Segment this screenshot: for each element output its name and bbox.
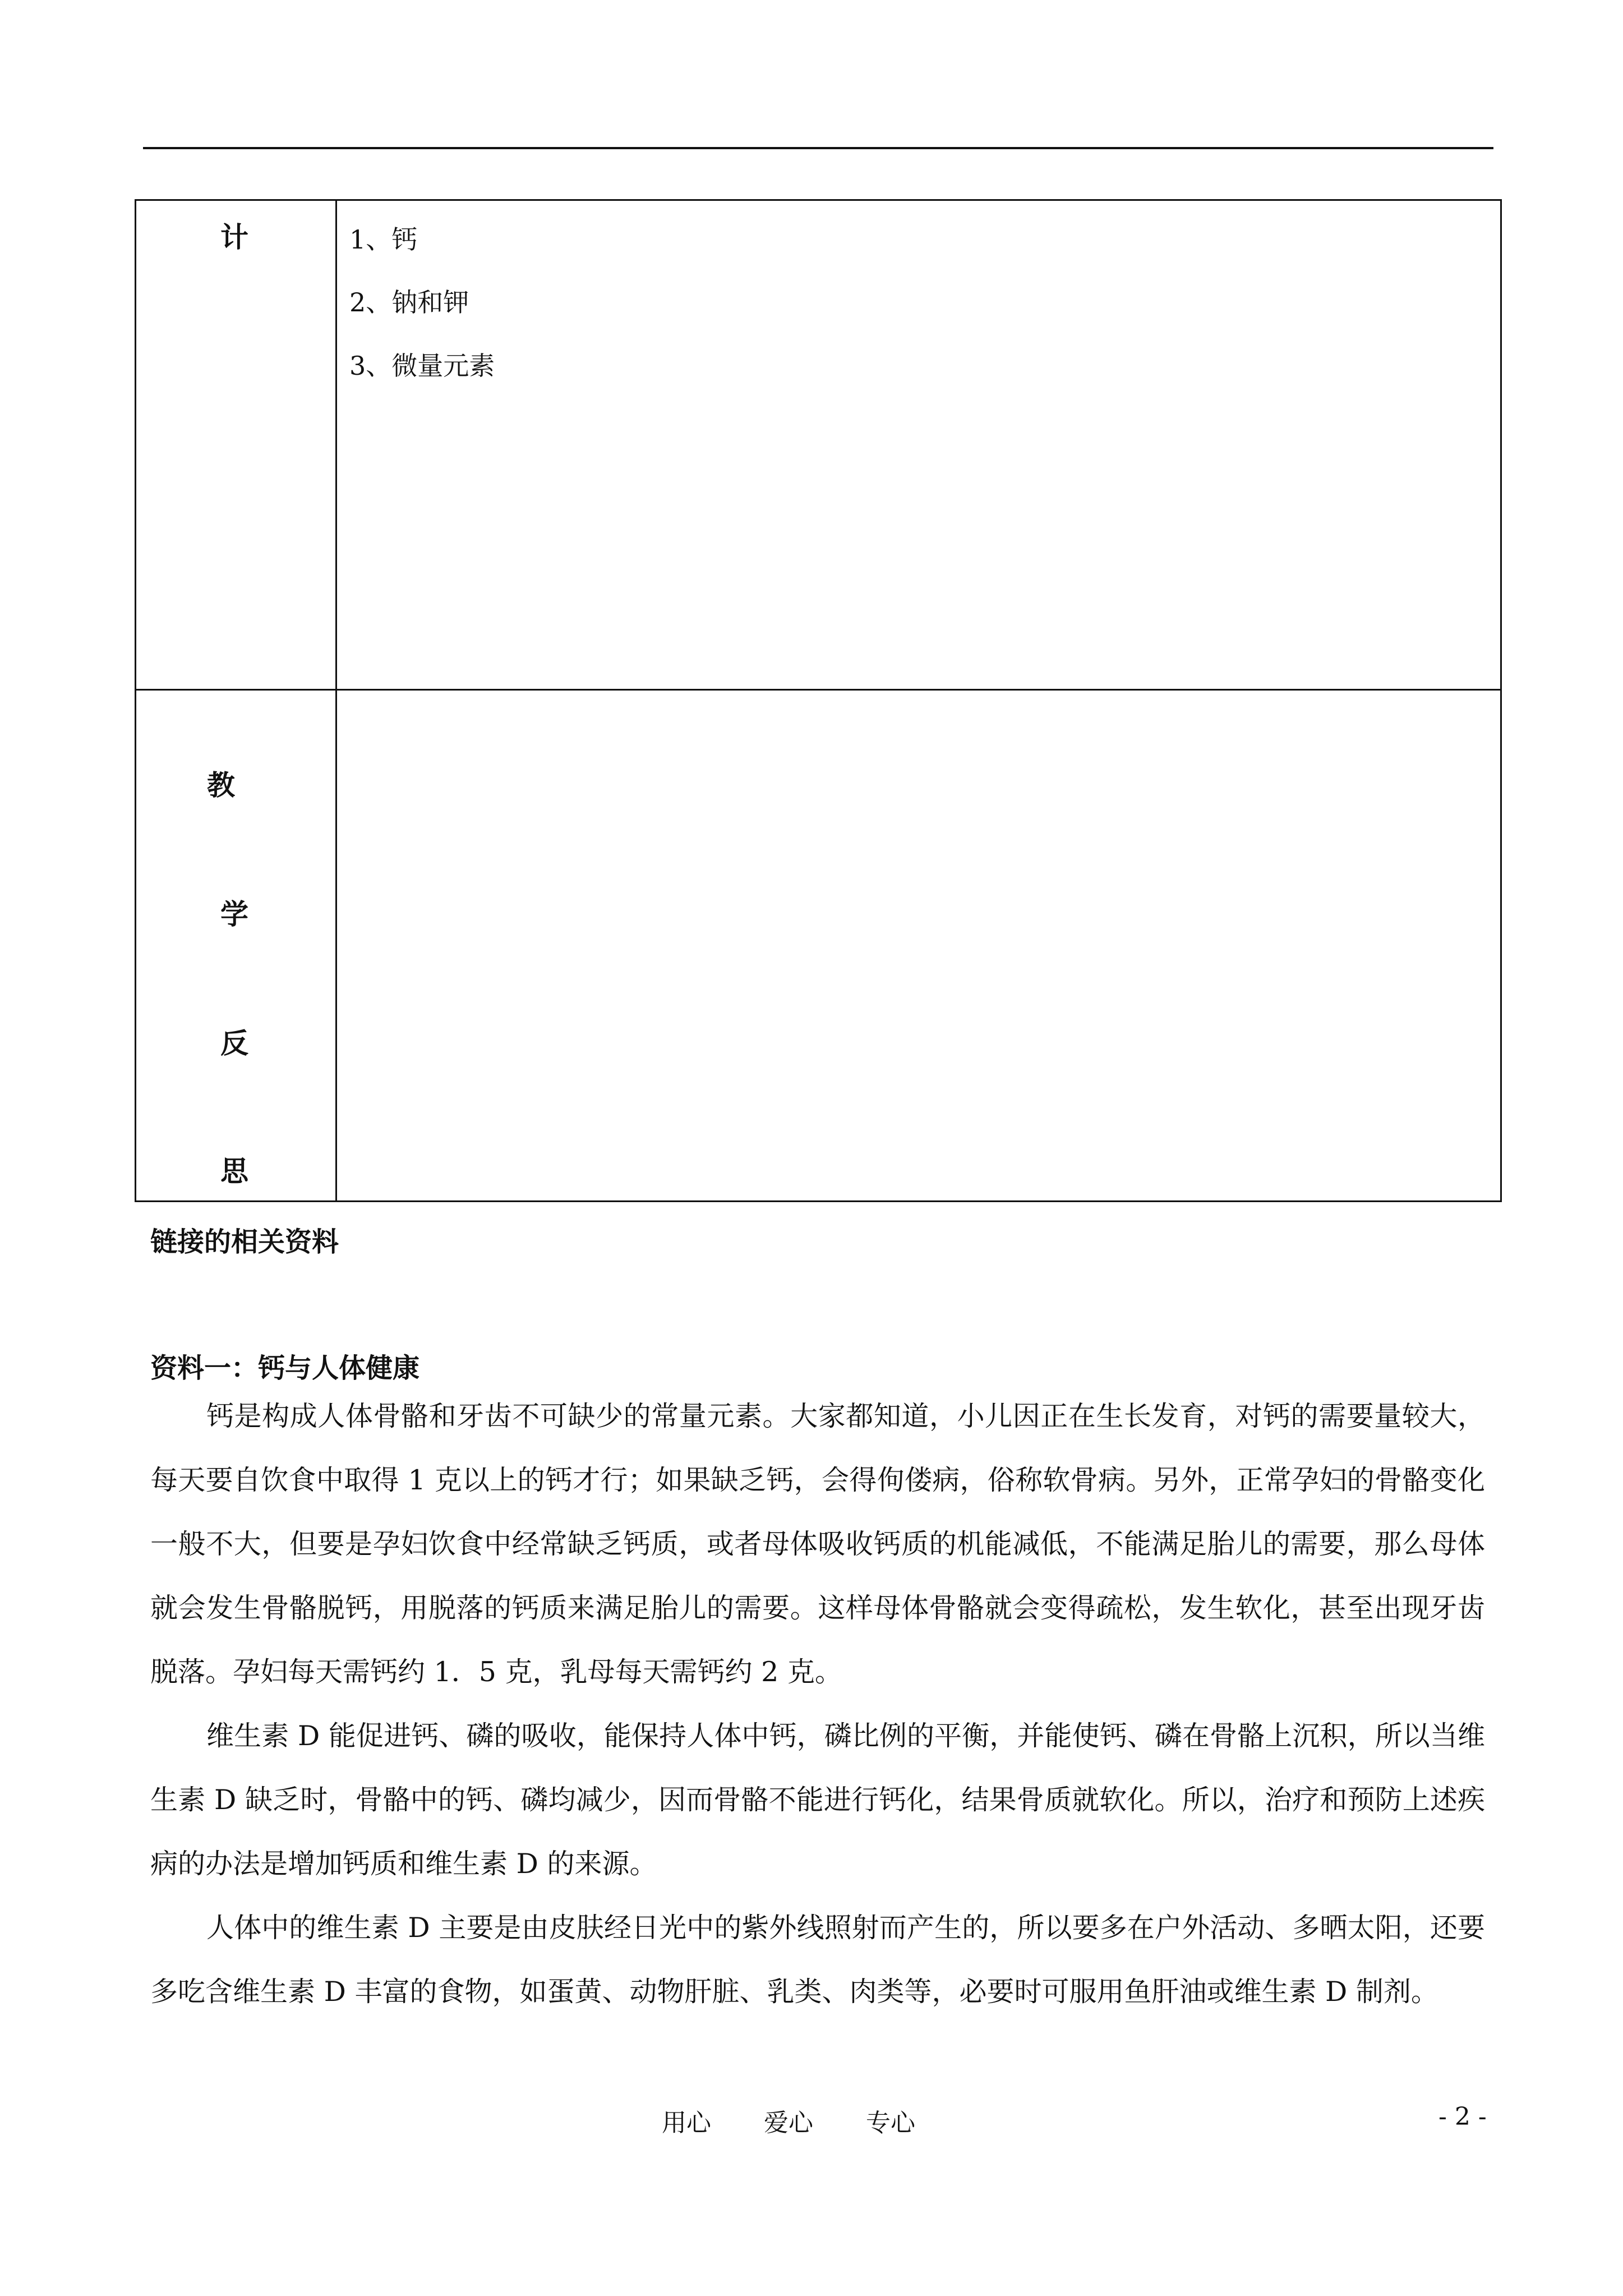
outline-item: 2、钠和钾 [349,287,469,318]
body-paragraph: 人体中的维生素 D 主要是由皮肤经日光中的紫外线照射而产生的，所以要多在户外活动、多晒太阳，还要多吃含维生素 D 丰富的食物，如蛋黄、动物肝脏、乳类、肉类等，必要时可服用鱼肝油或维生素 D 制剂。 [150,1912,1485,2008]
table-row-divider [136,689,1500,691]
links-heading: 链接的相关资料 [150,1226,339,1258]
body-paragraph: 钙是构成人体骨骼和牙齿不可缺少的常量元素。大家都知道，小儿因正在生长发育，对钙的需要量较大，每天要自饮食中取得 1 克以上的钙才行；如果缺乏钙，会得佝偻病，俗称软骨病。另外，正常孕妇的骨骼变化一般不大，但要是孕妇饮食中经常缺乏钙质，或者母体吸收钙质的机能减低，不能满足胎儿的需要，那么母体就会发生骨骼脱钙，用脱落的钙质来满足胎儿的需要。这样母体骨骼就会变得疏松，发生软化，甚至出现牙齿脱落。孕妇每天需钙约 1．5 克，乳母每天需钙约 2 克。 [150,1400,1485,1688]
row-label-reflection-char: 思 [220,1154,248,1188]
row-label-design: 计 [220,220,248,254]
table-column-divider [335,201,337,1200]
row-label-reflection-char: 教 [207,769,235,802]
page-number: - 2 - [1438,2102,1487,2131]
outline-item: 1、钙 [349,224,418,255]
row-label-reflection-char: 学 [220,898,248,931]
lesson-table [135,199,1502,1202]
body-paragraph: 维生素 D 能促进钙、磷的吸收，能保持人体中钙，磷比例的平衡，并能使钙、磷在骨骼上沉积，所以当维生素 D 缺乏时，骨骼中的钙、磷均减少，因而骨骼不能进行钙化，结果骨质就软化。所以，治疗和预防上述疾病的办法是增加钙质和维生素 D 的来源。 [150,1720,1485,1880]
header-rule [143,147,1493,149]
row-label-reflection-char: 反 [220,1027,248,1060]
resource-title: 资料一：钙与人体健康 [150,1352,420,1384]
outline-item: 3、微量元素 [349,351,495,381]
footer-motto: 用心 爱心 专心 [662,2109,915,2137]
